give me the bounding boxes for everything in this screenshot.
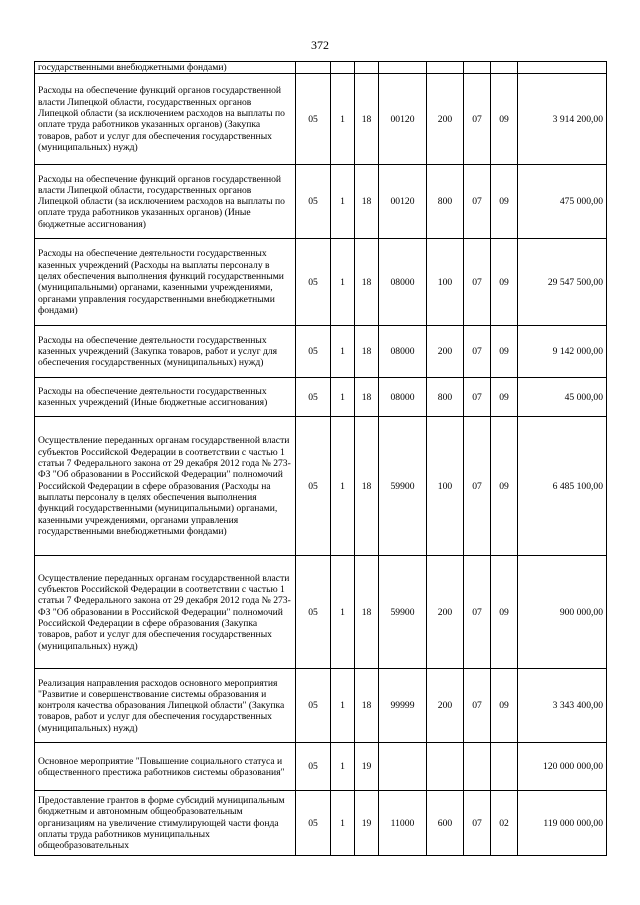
row-program-code (296, 62, 331, 74)
row-section: 07 (464, 326, 491, 378)
row-subprogram-code: 1 (331, 791, 355, 856)
row-amount: 900 000,00 (518, 556, 607, 669)
row-direction-code: 99999 (379, 669, 427, 743)
row-section: 07 (464, 669, 491, 743)
row-activity-code: 18 (355, 669, 379, 743)
row-description: Расходы на обеспечение функций органов государственной власти Липецкой области, государственных органов Липецкой области (за исключением расходов на выплаты по оплате труда работников указанных органов) (Закупка товаров, работ и услуг для обеспечения государственных (муниципальных) нужд) (35, 74, 296, 165)
row-subprogram-code: 1 (331, 378, 355, 417)
row-section: 07 (464, 378, 491, 417)
row-activity-code (355, 62, 379, 74)
row-program-code: 05 (296, 165, 331, 239)
row-direction-code (379, 743, 427, 791)
row-activity-code: 18 (355, 326, 379, 378)
row-description: Расходы на обеспечение функций органов государственной власти Липецкой области, государственных органов Липецкой области (за исключением расходов на выплаты по оплате труда работников указанных органов) (Иные бюджетные ассигнования) (35, 165, 296, 239)
row-amount: 6 485 100,00 (518, 417, 607, 556)
row-program-code: 05 (296, 74, 331, 165)
table-row (35, 239, 607, 326)
row-description: Осуществление переданных органам государственной власти субъектов Российской Федерации в соответствии с частью 1 статьи 7 Федерального закона от 29 декабря 2012 года № 273-ФЗ "Об образовании в Российской Федерации" полномочий Российской Федерации в сфере образования (Закупка товаров, работ и услуг для обеспечения государственных (муниципальных) нужд) (35, 556, 296, 669)
row-direction-code: 08000 (379, 378, 427, 417)
row-expense-type: 100 (427, 239, 464, 326)
row-expense-type: 600 (427, 791, 464, 856)
row-subsection: 09 (491, 669, 518, 743)
row-activity-code: 18 (355, 556, 379, 669)
row-program-code: 05 (296, 239, 331, 326)
row-amount: 120 000 000,00 (518, 743, 607, 791)
row-subprogram-code: 1 (331, 239, 355, 326)
row-subsection: 09 (491, 417, 518, 556)
row-subsection: 09 (491, 378, 518, 417)
row-amount: 29 547 500,00 (518, 239, 607, 326)
row-section: 07 (464, 239, 491, 326)
row-amount (518, 62, 607, 74)
row-subprogram-code: 1 (331, 326, 355, 378)
row-program-code: 05 (296, 791, 331, 856)
row-activity-code: 18 (355, 417, 379, 556)
row-subprogram-code (331, 62, 355, 74)
row-expense-type: 100 (427, 417, 464, 556)
row-description: Предоставление грантов в форме субсидий муниципальным бюджетным и автономным общеобразовательным организациям на увеличение стимулирующей части фонда оплаты труда работников муниципальных общеобразовательных (35, 791, 296, 856)
table-row (35, 791, 607, 856)
row-expense-type: 200 (427, 74, 464, 165)
row-subsection: 09 (491, 556, 518, 669)
row-direction-code: 59900 (379, 417, 427, 556)
row-direction-code: 00120 (379, 165, 427, 239)
row-subsection: 09 (491, 74, 518, 165)
row-expense-type: 200 (427, 326, 464, 378)
row-expense-type (427, 743, 464, 791)
row-subprogram-code: 1 (331, 669, 355, 743)
row-section (464, 62, 491, 74)
table-row (35, 326, 607, 378)
row-direction-code (379, 62, 427, 74)
row-activity-code: 19 (355, 791, 379, 856)
row-direction-code: 59900 (379, 556, 427, 669)
row-program-code: 05 (296, 743, 331, 791)
table-row (35, 669, 607, 743)
row-direction-code: 08000 (379, 326, 427, 378)
row-description: Расходы на обеспечение деятельности государственных казенных учреждений (Закупка товаров, работ и услуг для обеспечения государственных (муниципальных) нужд) (35, 326, 296, 378)
row-activity-code: 19 (355, 743, 379, 791)
row-section: 07 (464, 165, 491, 239)
row-direction-code: 00120 (379, 74, 427, 165)
row-program-code: 05 (296, 417, 331, 556)
row-activity-code: 18 (355, 378, 379, 417)
row-subprogram-code: 1 (331, 74, 355, 165)
row-section: 07 (464, 556, 491, 669)
row-description: государственными внебюджетными фондами) (35, 62, 296, 74)
row-program-code: 05 (296, 326, 331, 378)
row-description: Осуществление переданных органам государственной власти субъектов Российской Федерации в соответствии с частью 1 статьи 7 Федерального закона от 29 декабря 2012 года № 273-ФЗ "Об образовании в Российской Федерации" полномочий Российской Федерации в сфере образования (Расходы на выплаты персоналу в целях обеспечения выполнения функций государственными (муниципальными) органами, казенными учреждениями, органами управления государственными внебюджетными фондами) (35, 417, 296, 556)
row-description: Основное мероприятие "Повышение социального статуса и общественного престижа работников системы образования" (35, 743, 296, 791)
table-row (35, 165, 607, 239)
row-expense-type: 200 (427, 669, 464, 743)
row-program-code: 05 (296, 378, 331, 417)
row-expense-type: 200 (427, 556, 464, 669)
table-row (35, 378, 607, 417)
row-subprogram-code: 1 (331, 556, 355, 669)
row-amount: 3 343 400,00 (518, 669, 607, 743)
row-subsection: 09 (491, 326, 518, 378)
row-expense-type: 800 (427, 165, 464, 239)
row-section: 07 (464, 74, 491, 165)
row-amount: 9 142 000,00 (518, 326, 607, 378)
row-subprogram-code: 1 (331, 165, 355, 239)
row-description: Расходы на обеспечение деятельности государственных казенных учреждений (Расходы на выплаты персоналу в целях обеспечения выполнения функций государственными (муниципальными) органами, казенными учреждениями, органами управления государственными внебюджетными фондами) (35, 239, 296, 326)
table-row (35, 743, 607, 791)
row-description: Расходы на обеспечение деятельности государственных казенных учреждений (Иные бюджетные ассигнования) (35, 378, 296, 417)
row-expense-type (427, 62, 464, 74)
row-subsection: 02 (491, 791, 518, 856)
row-direction-code: 11000 (379, 791, 427, 856)
row-section: 07 (464, 417, 491, 556)
table-row (35, 556, 607, 669)
row-section: 07 (464, 791, 491, 856)
row-amount: 45 000,00 (518, 378, 607, 417)
row-program-code: 05 (296, 556, 331, 669)
row-amount: 119 000 000,00 (518, 791, 607, 856)
row-direction-code: 08000 (379, 239, 427, 326)
row-amount: 475 000,00 (518, 165, 607, 239)
row-activity-code: 18 (355, 74, 379, 165)
row-subsection: 09 (491, 239, 518, 326)
page-number: 372 (311, 38, 329, 52)
table-row (35, 417, 607, 556)
row-subsection (491, 743, 518, 791)
row-activity-code: 18 (355, 239, 379, 326)
row-amount: 3 914 200,00 (518, 74, 607, 165)
row-description: Реализация направления расходов основного мероприятия "Развитие и совершенствование системы образования и контроля качества образования Липецкой области" (Закупка товаров, работ и услуг для обеспечения государственных (муниципальных) нужд) (35, 669, 296, 743)
budget-table (34, 61, 607, 856)
table-row (35, 62, 607, 74)
row-subsection (491, 62, 518, 74)
row-subprogram-code: 1 (331, 417, 355, 556)
row-expense-type: 800 (427, 378, 464, 417)
row-activity-code: 18 (355, 165, 379, 239)
row-program-code: 05 (296, 669, 331, 743)
row-section (464, 743, 491, 791)
row-subprogram-code: 1 (331, 743, 355, 791)
row-subsection: 09 (491, 165, 518, 239)
table-row (35, 74, 607, 165)
